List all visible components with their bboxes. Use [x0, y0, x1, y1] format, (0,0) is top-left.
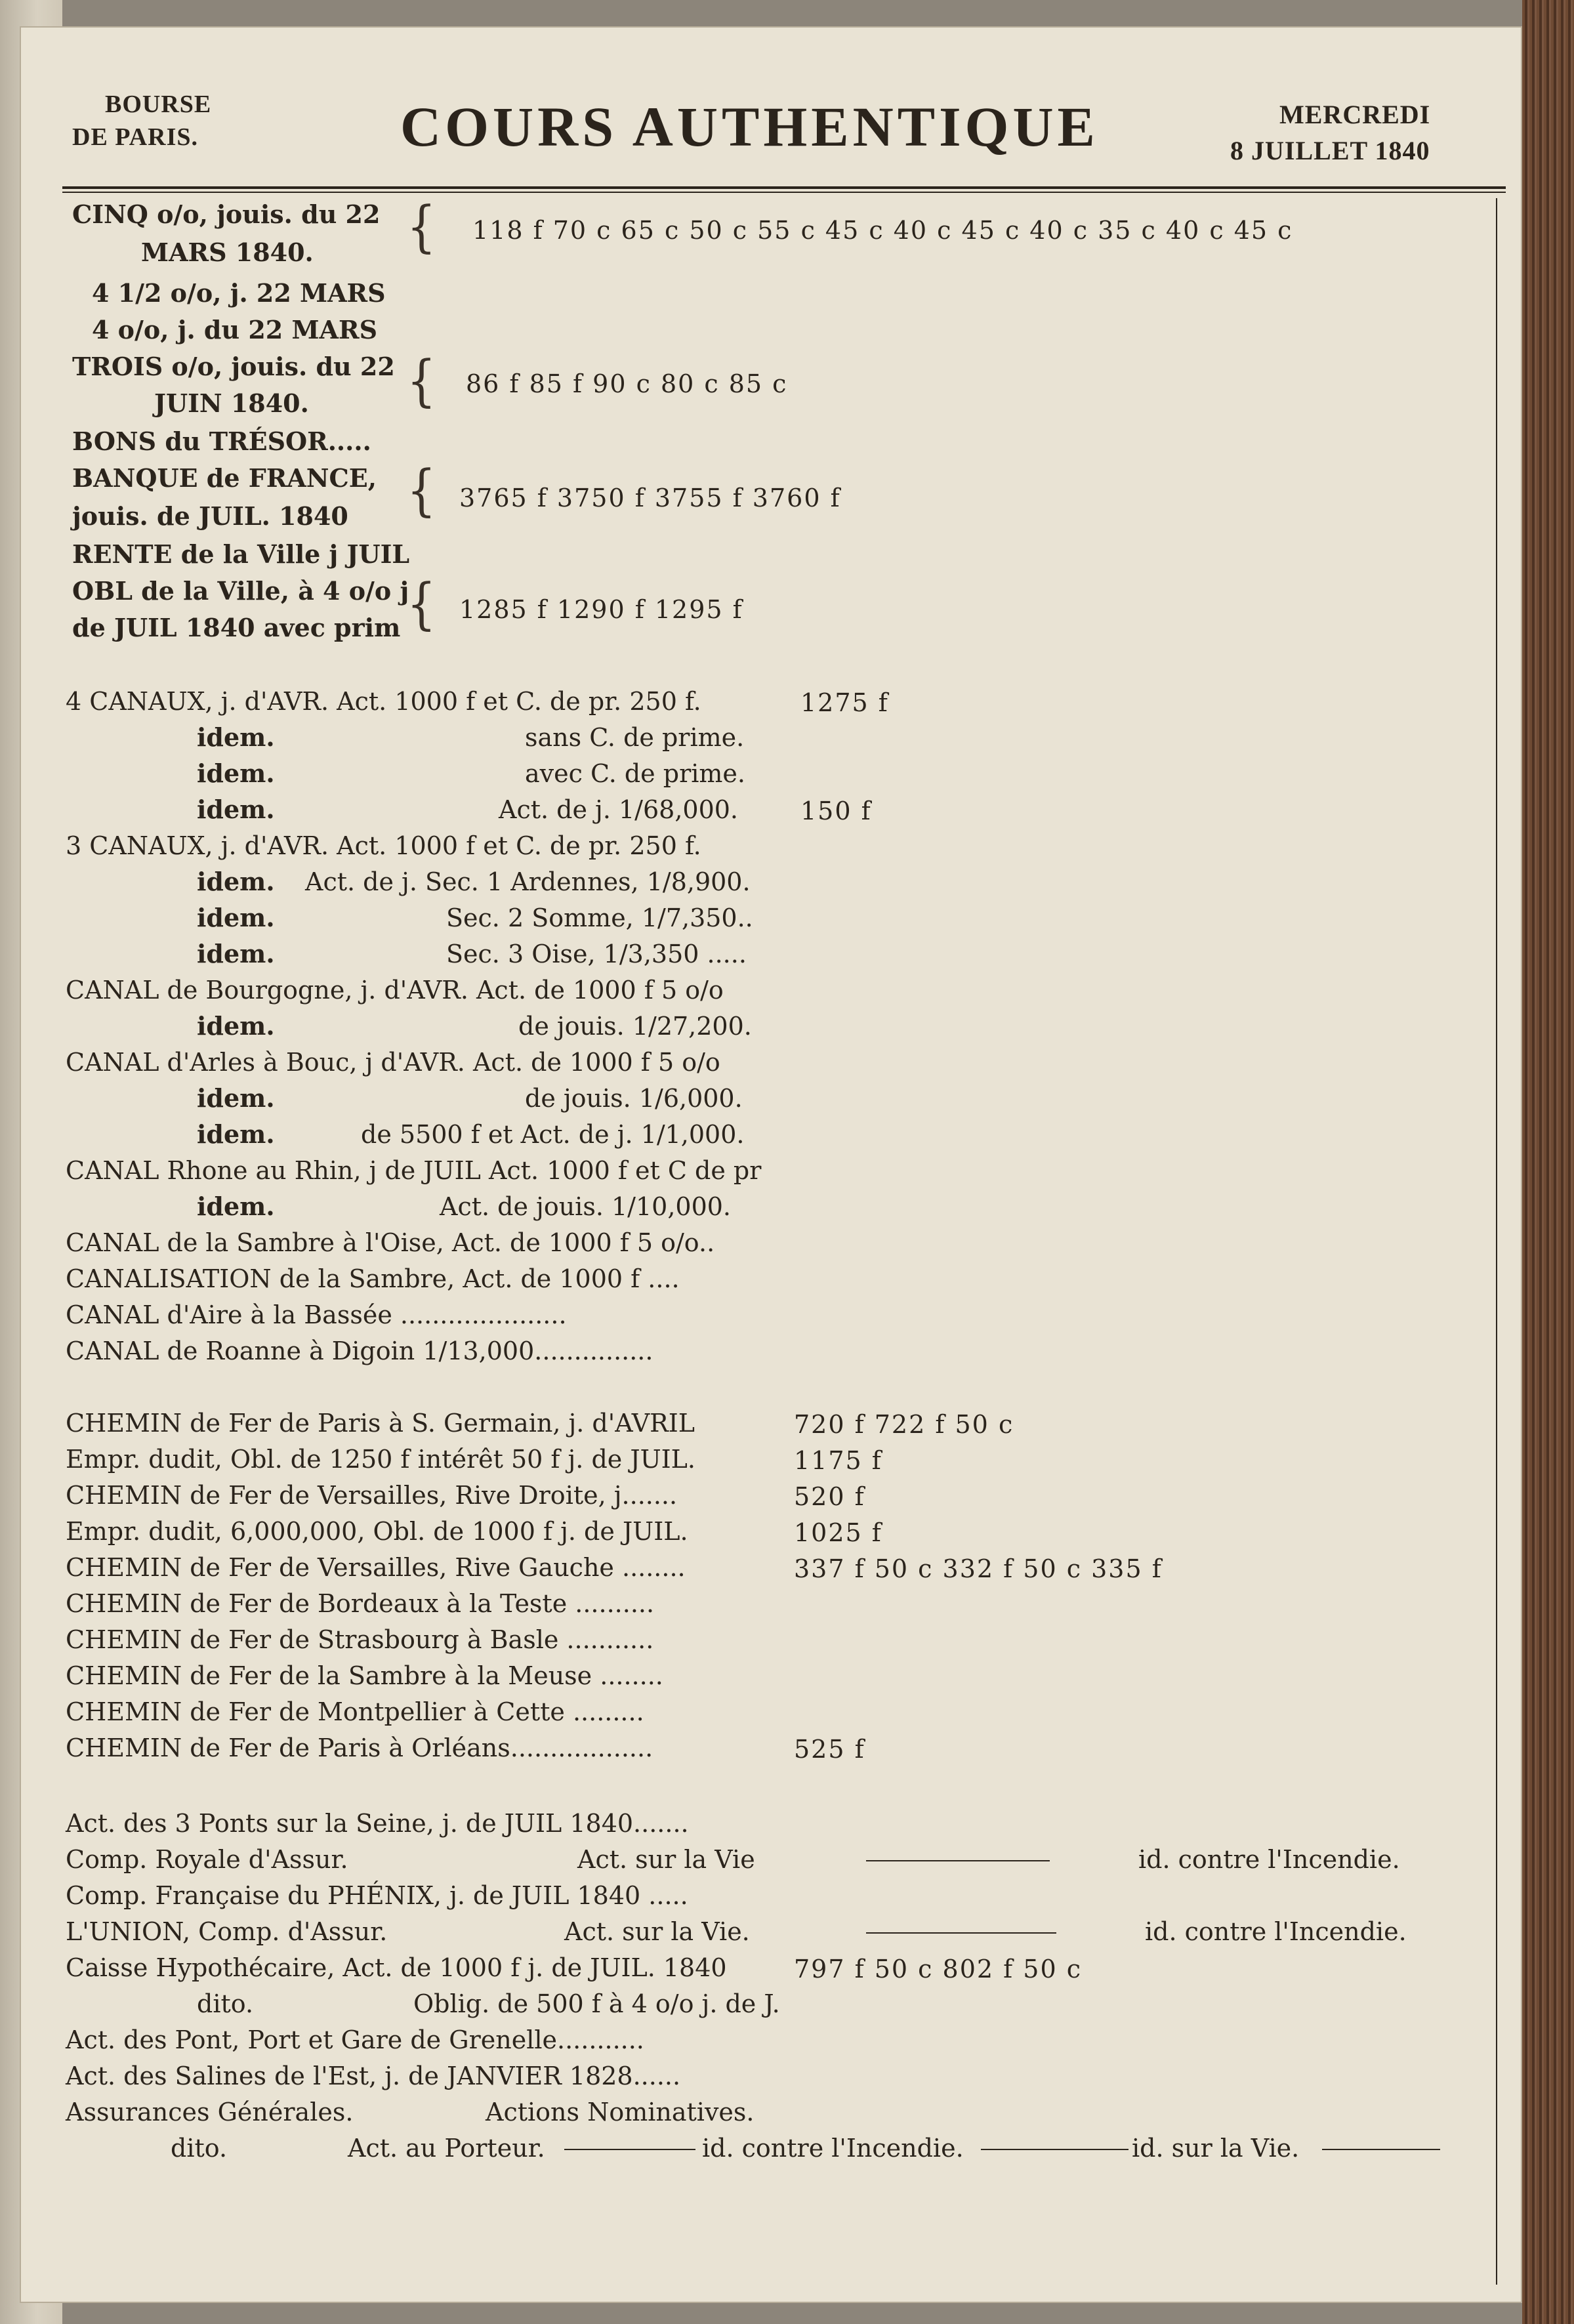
canaux-detail: Act. de j. 1/68,000.: [499, 795, 739, 824]
rente-cinq-prices: 118 f 70 c 65 c 50 c 55 c 45 c 40 c 45 c 40 c 35 c 40 c 45 c: [472, 216, 1293, 245]
divers-row: Act. des 3 Ponts sur la Seine, j. de JUIL 1840.......: [66, 1809, 689, 1838]
page-edges: [1522, 0, 1574, 2324]
canaux-detail: de jouis. 1/27,200.: [518, 1012, 752, 1041]
brace: {: [407, 194, 436, 259]
canal-aire-bassee: CANAL d'Aire à la Bassée .....................: [66, 1300, 567, 1329]
chemin-row: CHEMIN de Fer de Montpellier à Cette .........: [66, 1697, 644, 1726]
canaux-idem: idem.: [197, 722, 275, 752]
divers-detail: Oblig. de 500 f à 4 o/o j. de J.: [413, 1989, 780, 2018]
canaux-row: 4 CANAUX, j. d'AVR. Act. 1000 f et C. de pr. 250 f.: [66, 687, 701, 716]
chemin-row: CHEMIN de Fer de Strasbourg à Basle ...........: [66, 1625, 654, 1654]
canaux-price: 150 f: [800, 797, 872, 825]
canalisation-sambre: CANALISATION de la Sambre, Act. de 1000 f ....: [66, 1264, 680, 1293]
canaux-detail: de jouis. 1/6,000.: [525, 1084, 743, 1113]
divers-detail: Actions Nominatives.: [486, 2098, 755, 2127]
divers-row: dito.: [171, 2134, 228, 2163]
header-rule: [62, 186, 1506, 189]
rente-cinq-line2: MARS 1840.: [141, 238, 314, 267]
chemin-row: CHEMIN de Fer de Versailles, Rive Droite, j.......: [66, 1481, 678, 1510]
chemin-row: CHEMIN de Fer de la Sambre à la Meuse ........: [66, 1661, 663, 1690]
canal-arles-bouc: CANAL d'Arles à Bouc, j d'AVR. Act. de 1000 f 5 o/o: [66, 1048, 720, 1077]
blank-line: [981, 2149, 1129, 2150]
canaux-price: 1275 f: [800, 688, 889, 717]
canaux-idem: idem.: [197, 903, 275, 932]
blank-line: [1322, 2149, 1440, 2150]
canaux-detail: Act. de j. Sec. 1 Ardennes, 1/8,900.: [305, 867, 751, 896]
header-bourse: BOURSE: [105, 91, 212, 118]
header-rule-thin: [62, 192, 1506, 193]
divers-price: 797 f 50 c 802 f 50 c: [794, 1955, 1083, 1983]
obl-ville-line1: OBL de la Ville, à 4 o/o j: [72, 576, 409, 606]
chemin-price: 525 f: [794, 1735, 865, 1764]
banque-france-prices: 3765 f 3750 f 3755 f 3760 f: [459, 484, 841, 512]
divers-row: Comp. Française du PHÉNIX, j. de JUIL 1840 .....: [66, 1881, 688, 1910]
canaux-detail: de 5500 f et Act. de j. 1/1,000.: [361, 1120, 745, 1149]
page: [20, 26, 1522, 2303]
canaux-detail: sans C. de prime.: [525, 723, 745, 752]
canaux-detail: Act. de jouis. 1/10,000.: [440, 1192, 732, 1221]
bons-tresor: BONS du TRÉSOR.....: [72, 426, 371, 456]
chemin-price: 337 f 50 c 332 f 50 c 335 f: [794, 1554, 1163, 1583]
header-date: 8 JUILLET 1840: [1230, 136, 1430, 165]
chemin-row: CHEMIN de Fer de Versailles, Rive Gauche ........: [66, 1553, 686, 1582]
canaux-detail: Sec. 3 Oise, 1/3,350 .....: [446, 940, 747, 968]
rente-quatre-demi: 4 1/2 o/o, j. 22 MARS: [92, 278, 386, 308]
blank-line: [564, 2149, 695, 2150]
canal-rhone-rhin: CANAL Rhone au Rhin, j de JUIL Act. 1000 f et C de pr: [66, 1156, 762, 1185]
brace: {: [407, 571, 436, 636]
rente-trois-line2: JUIN 1840.: [154, 388, 309, 418]
blank-line: [866, 1860, 1050, 1861]
rente-ville: RENTE de la Ville j JUIL: [72, 539, 410, 569]
right-border: [1496, 198, 1497, 2285]
header-day: MERCREDI: [1279, 100, 1431, 129]
banque-france-line2: jouis. de JUIL. 1840: [72, 501, 348, 531]
divers-row: Comp. Royale d'Assur.: [66, 1845, 348, 1874]
chemin-price: 1175 f: [794, 1446, 882, 1475]
banque-france-line1: BANQUE de FRANCE,: [72, 463, 377, 493]
obl-ville-line2: de JUIL 1840 avec prim: [72, 613, 401, 642]
divers-detail: id. contre l'Incendie.: [702, 2134, 964, 2163]
canaux-idem: idem.: [197, 939, 275, 968]
divers-detail: Act. au Porteur.: [348, 2134, 545, 2163]
divers-detail: id. sur la Vie.: [1132, 2134, 1300, 2163]
chemin-price: 720 f 722 f 50 c: [794, 1410, 1014, 1439]
divers-row: Act. des Salines de l'Est, j. de JANVIER 1828......: [66, 2062, 681, 2090]
chemin-row: CHEMIN de Fer de Bordeaux à la Teste ..........: [66, 1589, 655, 1618]
divers-row: Caisse Hypothécaire, Act. de 1000 f j. de JUIL. 1840: [66, 1953, 727, 1982]
rente-cinq-line1: CINQ o/o, jouis. du 22: [72, 199, 381, 229]
page-title: COURS AUTHENTIQUE: [400, 95, 1099, 158]
chemin-row: Empr. dudit, 6,000,000, Obl. de 1000 f j. de JUIL.: [66, 1517, 688, 1546]
canal-sambre-oise: CANAL de la Sambre à l'Oise, Act. de 1000 f 5 o/o..: [66, 1228, 715, 1257]
chemin-price: 1025 f: [794, 1518, 882, 1547]
chemin-row: CHEMIN de Fer de Paris à S. Germain, j. d'AVRIL: [66, 1409, 695, 1438]
canaux-detail: Sec. 2 Somme, 1/7,350..: [446, 903, 753, 932]
canaux-idem: idem.: [197, 1011, 275, 1041]
divers-row: L'UNION, Comp. d'Assur.: [66, 1917, 388, 1946]
canaux-idem: idem.: [197, 1119, 275, 1149]
canaux-row: 3 CANAUX, j. d'AVR. Act. 1000 f et C. de pr. 250 f.: [66, 831, 701, 860]
chemin-row: Empr. dudit, Obl. de 1250 f intérêt 50 f j. de JUIL.: [66, 1445, 695, 1474]
canaux-detail: avec C. de prime.: [525, 759, 745, 788]
divers-row: dito.: [197, 1989, 254, 2018]
divers-row: Assurances Générales.: [66, 2098, 354, 2127]
canaux-idem: idem.: [197, 867, 275, 896]
divers-detail: Act. sur la Vie: [577, 1845, 755, 1874]
divers-row: Act. des Pont, Port et Gare de Grenelle...........: [66, 2025, 644, 2054]
brace: {: [407, 457, 436, 523]
rente-trois-prices: 86 f 85 f 90 c 80 c 85 c: [466, 369, 788, 398]
brace: {: [407, 348, 436, 413]
canaux-idem: idem.: [197, 795, 275, 824]
divers-right: id. contre l'Incendie.: [1145, 1917, 1407, 1946]
obl-ville-prices: 1285 f 1290 f 1295 f: [459, 595, 743, 624]
divers-right: id. contre l'Incendie.: [1138, 1845, 1400, 1874]
rente-quatre: 4 o/o, j. du 22 MARS: [92, 315, 378, 344]
divers-detail: Act. sur la Vie.: [564, 1917, 750, 1946]
blank-line: [866, 1932, 1056, 1934]
rente-trois-line1: TROIS o/o, jouis. du 22: [72, 352, 395, 381]
canal-bourgogne: CANAL de Bourgogne, j. d'AVR. Act. de 1000 f 5 o/o: [66, 976, 724, 1005]
canaux-idem: idem.: [197, 1192, 275, 1221]
header-de-paris: DE PARIS.: [72, 123, 198, 151]
canaux-idem: idem.: [197, 758, 275, 788]
chemin-price: 520 f: [794, 1482, 865, 1511]
canal-roanne-digoin: CANAL de Roanne à Digoin 1/13,000...............: [66, 1337, 653, 1365]
chemin-row: CHEMIN de Fer de Paris à Orléans..................: [66, 1733, 653, 1762]
canaux-idem: idem.: [197, 1083, 275, 1113]
